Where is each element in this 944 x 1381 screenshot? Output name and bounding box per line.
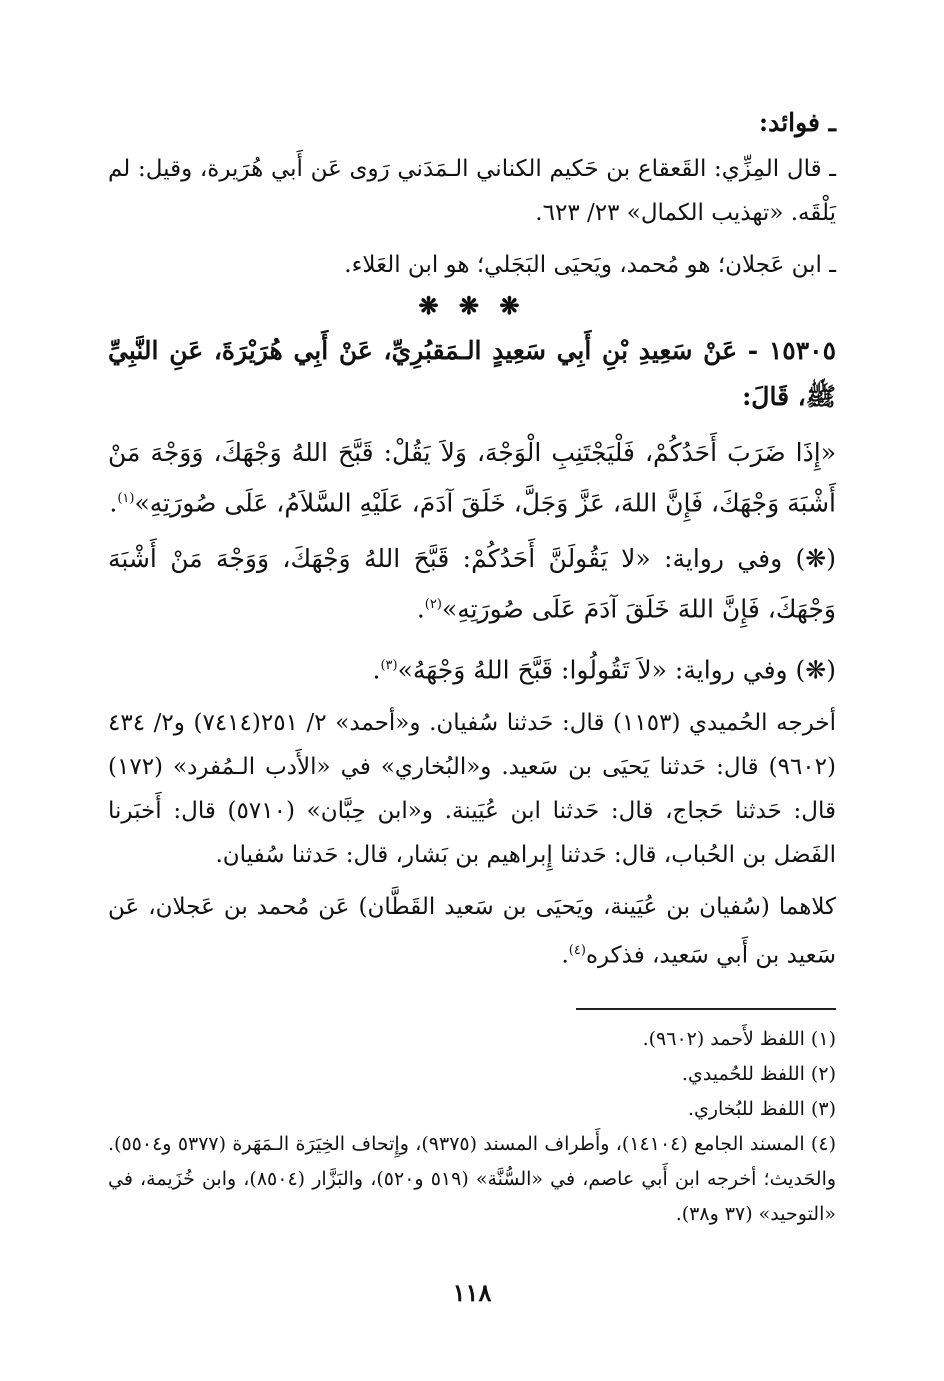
takhrij-summary-text: كلاهما (سُفيان بن عُيَينة، ويَحيَى بن سَعيد القَطَّان) عَن مُحمد بن عَجلان، عَن سَعيد بن أَبي سَعيد، فذكره — [108, 893, 836, 969]
footnote-1: (١) اللفظ لأَحمد (٩٦٠٢). — [642, 1027, 836, 1050]
riwaya-bukhari: (❋) وفي رواية: «لاَ تَقُولُوا: قَبَّحَ اللهُ وَجْهَهُ»$^{(٣)}$. — [372, 654, 836, 684]
fawaid-heading: ـ فوائد: — [758, 108, 836, 137]
footnote-ref-1: (١) — [117, 491, 135, 506]
takhrij-sources: أخرجه الحُميدي (١١٥٣) قال: حَدثنا سُفيان. و«أحمد» ٢/ ٢٥١(٧٤١٤) و٢/ ٤٣٤ (٩٦٠٢) قال: حَدثنا يَحيَى بن سَعيد. و«البُخاري» في «الأَدب الـمُفرد» (١٧٢) قال: حَدثنا حَجاج، قال: حَدثنا ابن عُيَينة. و«ابن حِبَّان» (٥٧١٠) قال: أَخبَرنا الفَضل بن الحُباب، قال: حَدثنا إِبراهيم بن بَشار، قال: حَدثنا سُفيان. — [108, 709, 837, 868]
takhrij-summary: كلاهما (سُفيان بن عُيَينة، ويَحيَى بن سَعيد القَطَّان) عَن مُحمد بن عَجلان، عَن سَعيد بن أَبي سَعيد، فذكره$^{(٤)}$. — [108, 893, 836, 969]
footnote-ref-4: (٤) — [568, 942, 586, 958]
hadith-matn: «إِذَا ضَرَبَ أَحَدُكُمْ، فَلْيَجْتَنِبِ الْوَجْهَ، وَلاَ يَقُلْ: قَبَّحَ اللهُ وَجْهَكَ، وَوَجْهَ مَنْ أَشْبَهَ وَجْهَكَ، فَإِنَّ اللهَ، عَزَّ وَجَلَّ، خَلَقَ آدَمَ، عَلَيْهِ السَّلاَمُ، عَلَى صُورَتِهِ»$^{(١)}$. — [108, 438, 836, 518]
footnote-ref-3: (٣) — [380, 657, 398, 673]
section-separator-stars: ❋ ❋ ❋ — [418, 291, 526, 320]
riwaya-text-2: (❋) وفي رواية: «لاَ تَقُولُوا: قَبَّحَ اللهُ وَجْهَهُ» — [397, 654, 836, 684]
footnote-3: (٣) اللفظ للبُخاري. — [687, 1097, 836, 1120]
footnotes — [108, 1022, 836, 1232]
footnote-separator — [576, 1008, 836, 1010]
fawaid-note-mizzi: ـ قال المِزِّي: القَعقاع بن حَكيم الكناني الـمَدَني رَوى عَن أَبي هُرَيرة، وقيل: لم يَلْقَه. «تهذيب الكمال» ٢٣/ ٦٢٣. — [108, 156, 836, 226]
riwaya-text-1: (❋) وفي رواية: «لا يَقُولَنَّ أَحَدُكُمْ: قَبَّحَ اللهُ وَجْهَكَ، وَوَجْهَ مَنْ أَشْبَهَ وَجْهَكَ، فَإِنَّ اللهَ خَلَقَ آدَمَ عَلَى صُورَتِهِ» — [108, 544, 836, 624]
hadith-isnad: ١٥٣٠٥ - عَنْ سَعِيدِ بْنِ أَبِي سَعِيدٍ الـمَقبُرِيِّ، عَنْ أَبِي هُرَيْرَةَ، عَنِ النَّبِيِّ ﷺ، قَالَ: — [108, 336, 836, 411]
footnote-2: (٢) اللفظ للحُميدي. — [681, 1062, 836, 1085]
fawaid-note-ibn-ajlan: ـ ابن عَجلان؛ هو مُحمد، ويَحيَى البَجَلي؛ هو ابن العَلاء. — [344, 252, 836, 278]
footnote-ref-2: (٢) — [424, 597, 442, 613]
hadith-matn-text: «إِذَا ضَرَبَ أَحَدُكُمْ، فَلْيَجْتَنِبِ الْوَجْهَ، وَلاَ يَقُلْ: قَبَّحَ اللهُ وَجْهَكَ، وَوَجْهَ مَنْ أَشْبَهَ وَجْهَكَ، فَإِنَّ اللهَ، عَزَّ وَجَلَّ، خَلَقَ آدَمَ، عَلَيْهِ السَّلاَمُ، عَلَى صُورَتِهِ» — [108, 438, 836, 518]
page-number: ١١٨ — [452, 1278, 492, 1307]
riwaya-humaydi: (❋) وفي رواية: «لا يَقُولَنَّ أَحَدُكُمْ: قَبَّحَ اللهُ وَجْهَكَ، وَوَجْهَ مَنْ أَشْبَهَ وَجْهَكَ، فَإِنَّ اللهَ خَلَقَ آدَمَ عَلَى صُورَتِهِ»$^{(٢)}$. — [108, 544, 836, 624]
footnote-4: (٤) المسند الجامع (١٤١٠٤)، وأَطراف المسند (٩٣٧٥)، وإِتحاف الخِيَرَة الـمَهَرة (٥٣٧٧ و٥٥٠٤). والحَديث؛ أخرجه ابن أَبي عاصم، في «السُّنَّة» (٥١٩ و٥٢٠)، والبَزَّار (٨٥٠٤)، وابن خُزَيمة، في «التوحيد» (٣٧ و٣٨). — [108, 1132, 837, 1225]
